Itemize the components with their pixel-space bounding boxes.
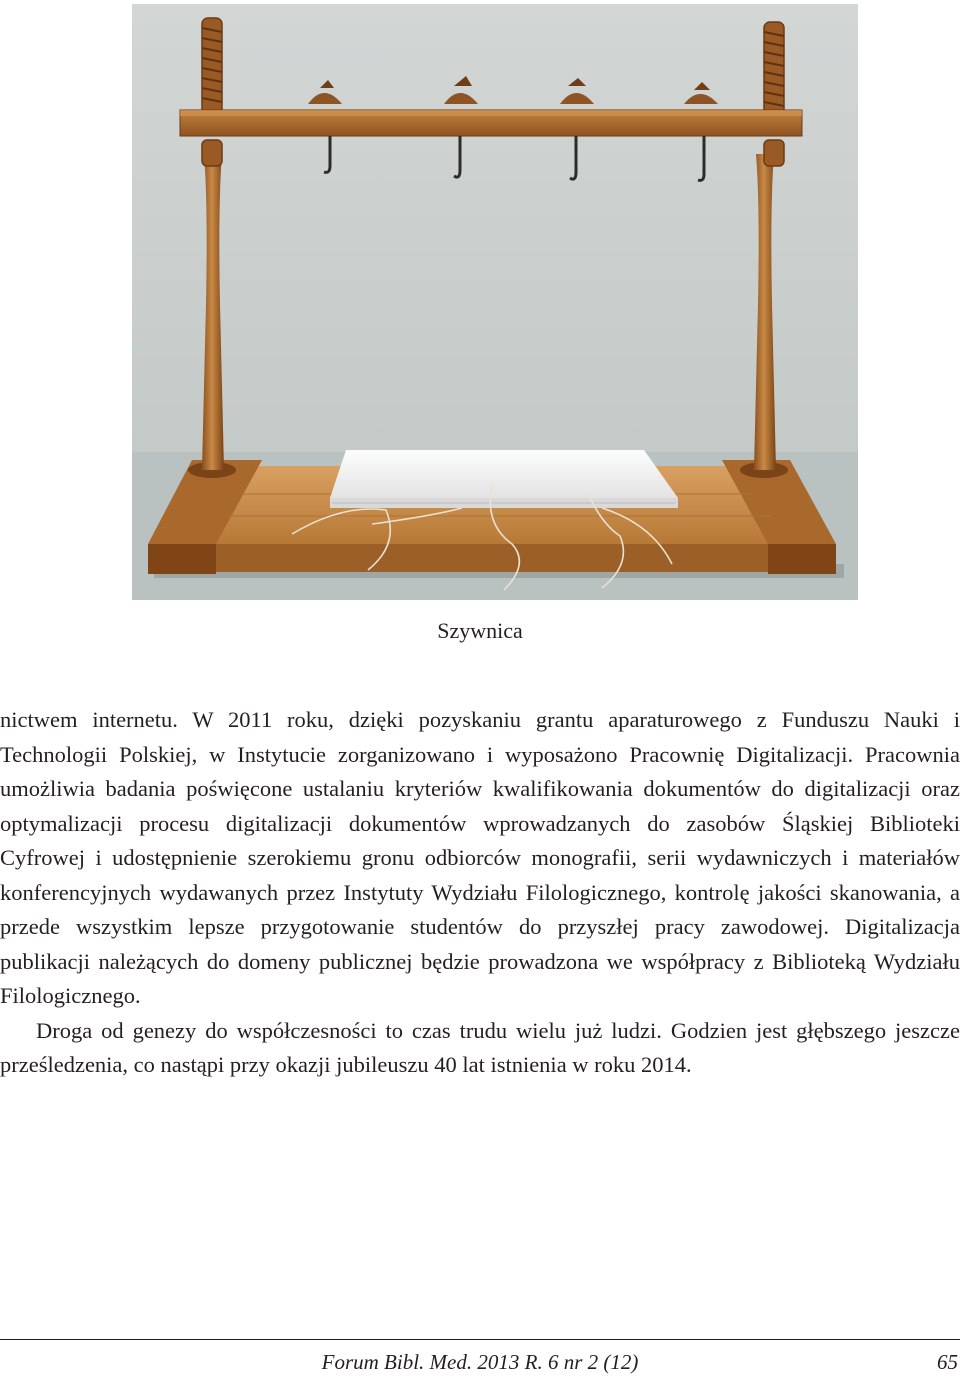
paragraph-1: nictwem internetu. W 2011 roku, dzięki pozyskaniu grantu aparaturowego z Funduszu Nauki i Technologii Polskiej, w Instytucie zorganizowano i wyposażono Pracownię Digitalizacji. Pracownia umożliwia badania poświęcone ustalaniu kryteriów kwalifikowania dokumentów do digitalizacji oraz optymalizacji procesu digitalizacji dokumentów wprowadzanych do zasobów Śląskiej Biblioteki Cyfrowej i udostępnienie szerokiemu gronu odbiorców monografii, serii wydawniczych i materiałów konferencyjnych wydawanych przez Instytuty Wydziału Filologicznego, kontrolę jakości skanowania, a przede wszystkim lepsze przygotowanie studentów do przyszłej pracy zawodowej. Digitalizacja publikacji należących do domeny publicznej będzie prowadzona we współpracy z Biblioteką Wydziału Filologicznego. bbox=[0, 707, 960, 1008]
body-text bbox=[0, 703, 960, 1083]
figure-caption: Szywnica bbox=[437, 618, 523, 643]
journal-citation: Forum Bibl. Med. 2013 R. 6 nr 2 (12) bbox=[321, 1350, 639, 1374]
page-number: 65 bbox=[937, 1350, 958, 1374]
page-footer bbox=[0, 1347, 960, 1377]
figure-photo bbox=[132, 4, 858, 600]
sewing-frame-image bbox=[132, 4, 858, 600]
footer-divider bbox=[0, 1339, 960, 1340]
paragraph-2: Droga od genezy do współczesności to czas trudu wielu już ludzi. Godzien jest głębszego jeszcze prześledzenia, co nastąpi przy okazji jubileuszu 40 lat istnienia w roku 2014. bbox=[0, 1017, 960, 1077]
